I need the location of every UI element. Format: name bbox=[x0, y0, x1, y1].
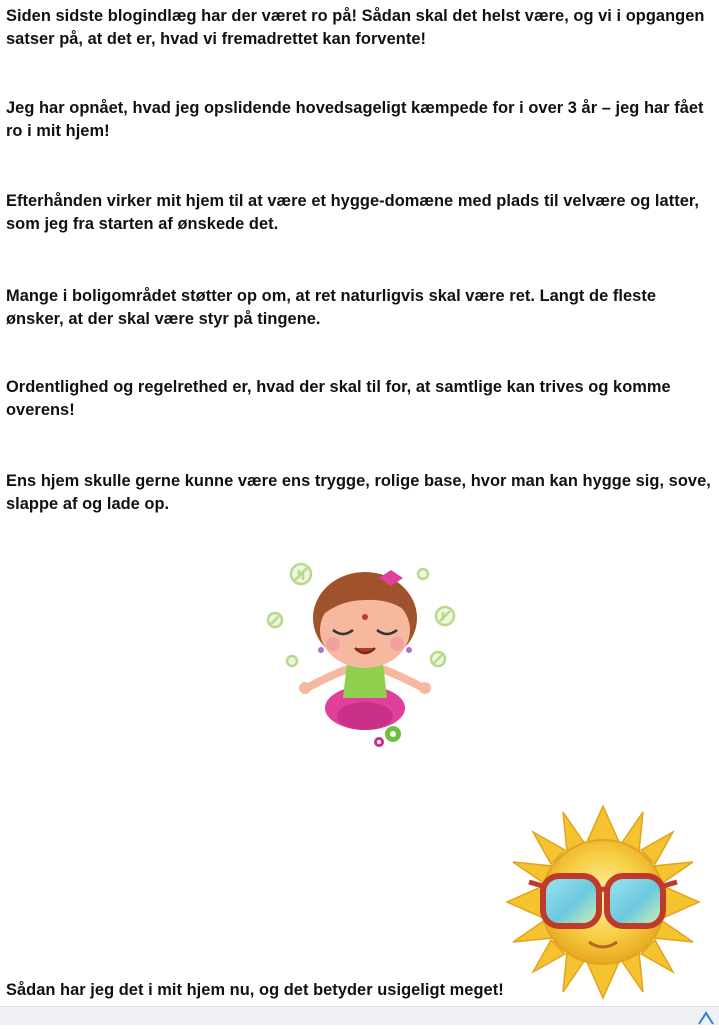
sun-with-sunglasses-illustration bbox=[503, 802, 703, 1002]
paragraph-2: Jeg har opnået, hvad jeg opslidende hovedsageligt kæmpede for i over 3 år – jeg har fået ro i mit hjem! bbox=[6, 99, 704, 140]
paragraph-4: Mange i boligområdet støtter op om, at ret naturligvis skal være ret. Langt de fleste ønsker, at der skal være styr på tingene. bbox=[6, 287, 656, 328]
meditating-girl-illustration bbox=[267, 558, 463, 754]
paragraph-5: Ordentlighed og regelrethed er, hvad der skal til for, at samtlige kan trives og komme overens! bbox=[6, 378, 671, 419]
closing-paragraph: Sådan har jeg det i mit hjem nu, og det betyder usigeligt meget! bbox=[6, 981, 504, 999]
share-icon[interactable] bbox=[697, 1011, 715, 1025]
flower-icon bbox=[374, 726, 401, 747]
bottom-toolbar bbox=[0, 1006, 719, 1025]
paragraph-1: Siden sidste blogindlæg har der været ro på! Sådan skal det helst være, og vi i opgangen satser på, at det er, hvad vi fremadrettet kan forvente! bbox=[6, 7, 705, 48]
paragraph-3: Efterhånden virker mit hjem til at være et hygge-domæne med plads til velvære og latter, som jeg fra starten af ønskede det. bbox=[6, 192, 699, 233]
paragraph-6: Ens hjem skulle gerne kunne være ens trygge, rolige base, hvor man kan hygge sig, sove, slappe af og lade op. bbox=[6, 472, 711, 513]
